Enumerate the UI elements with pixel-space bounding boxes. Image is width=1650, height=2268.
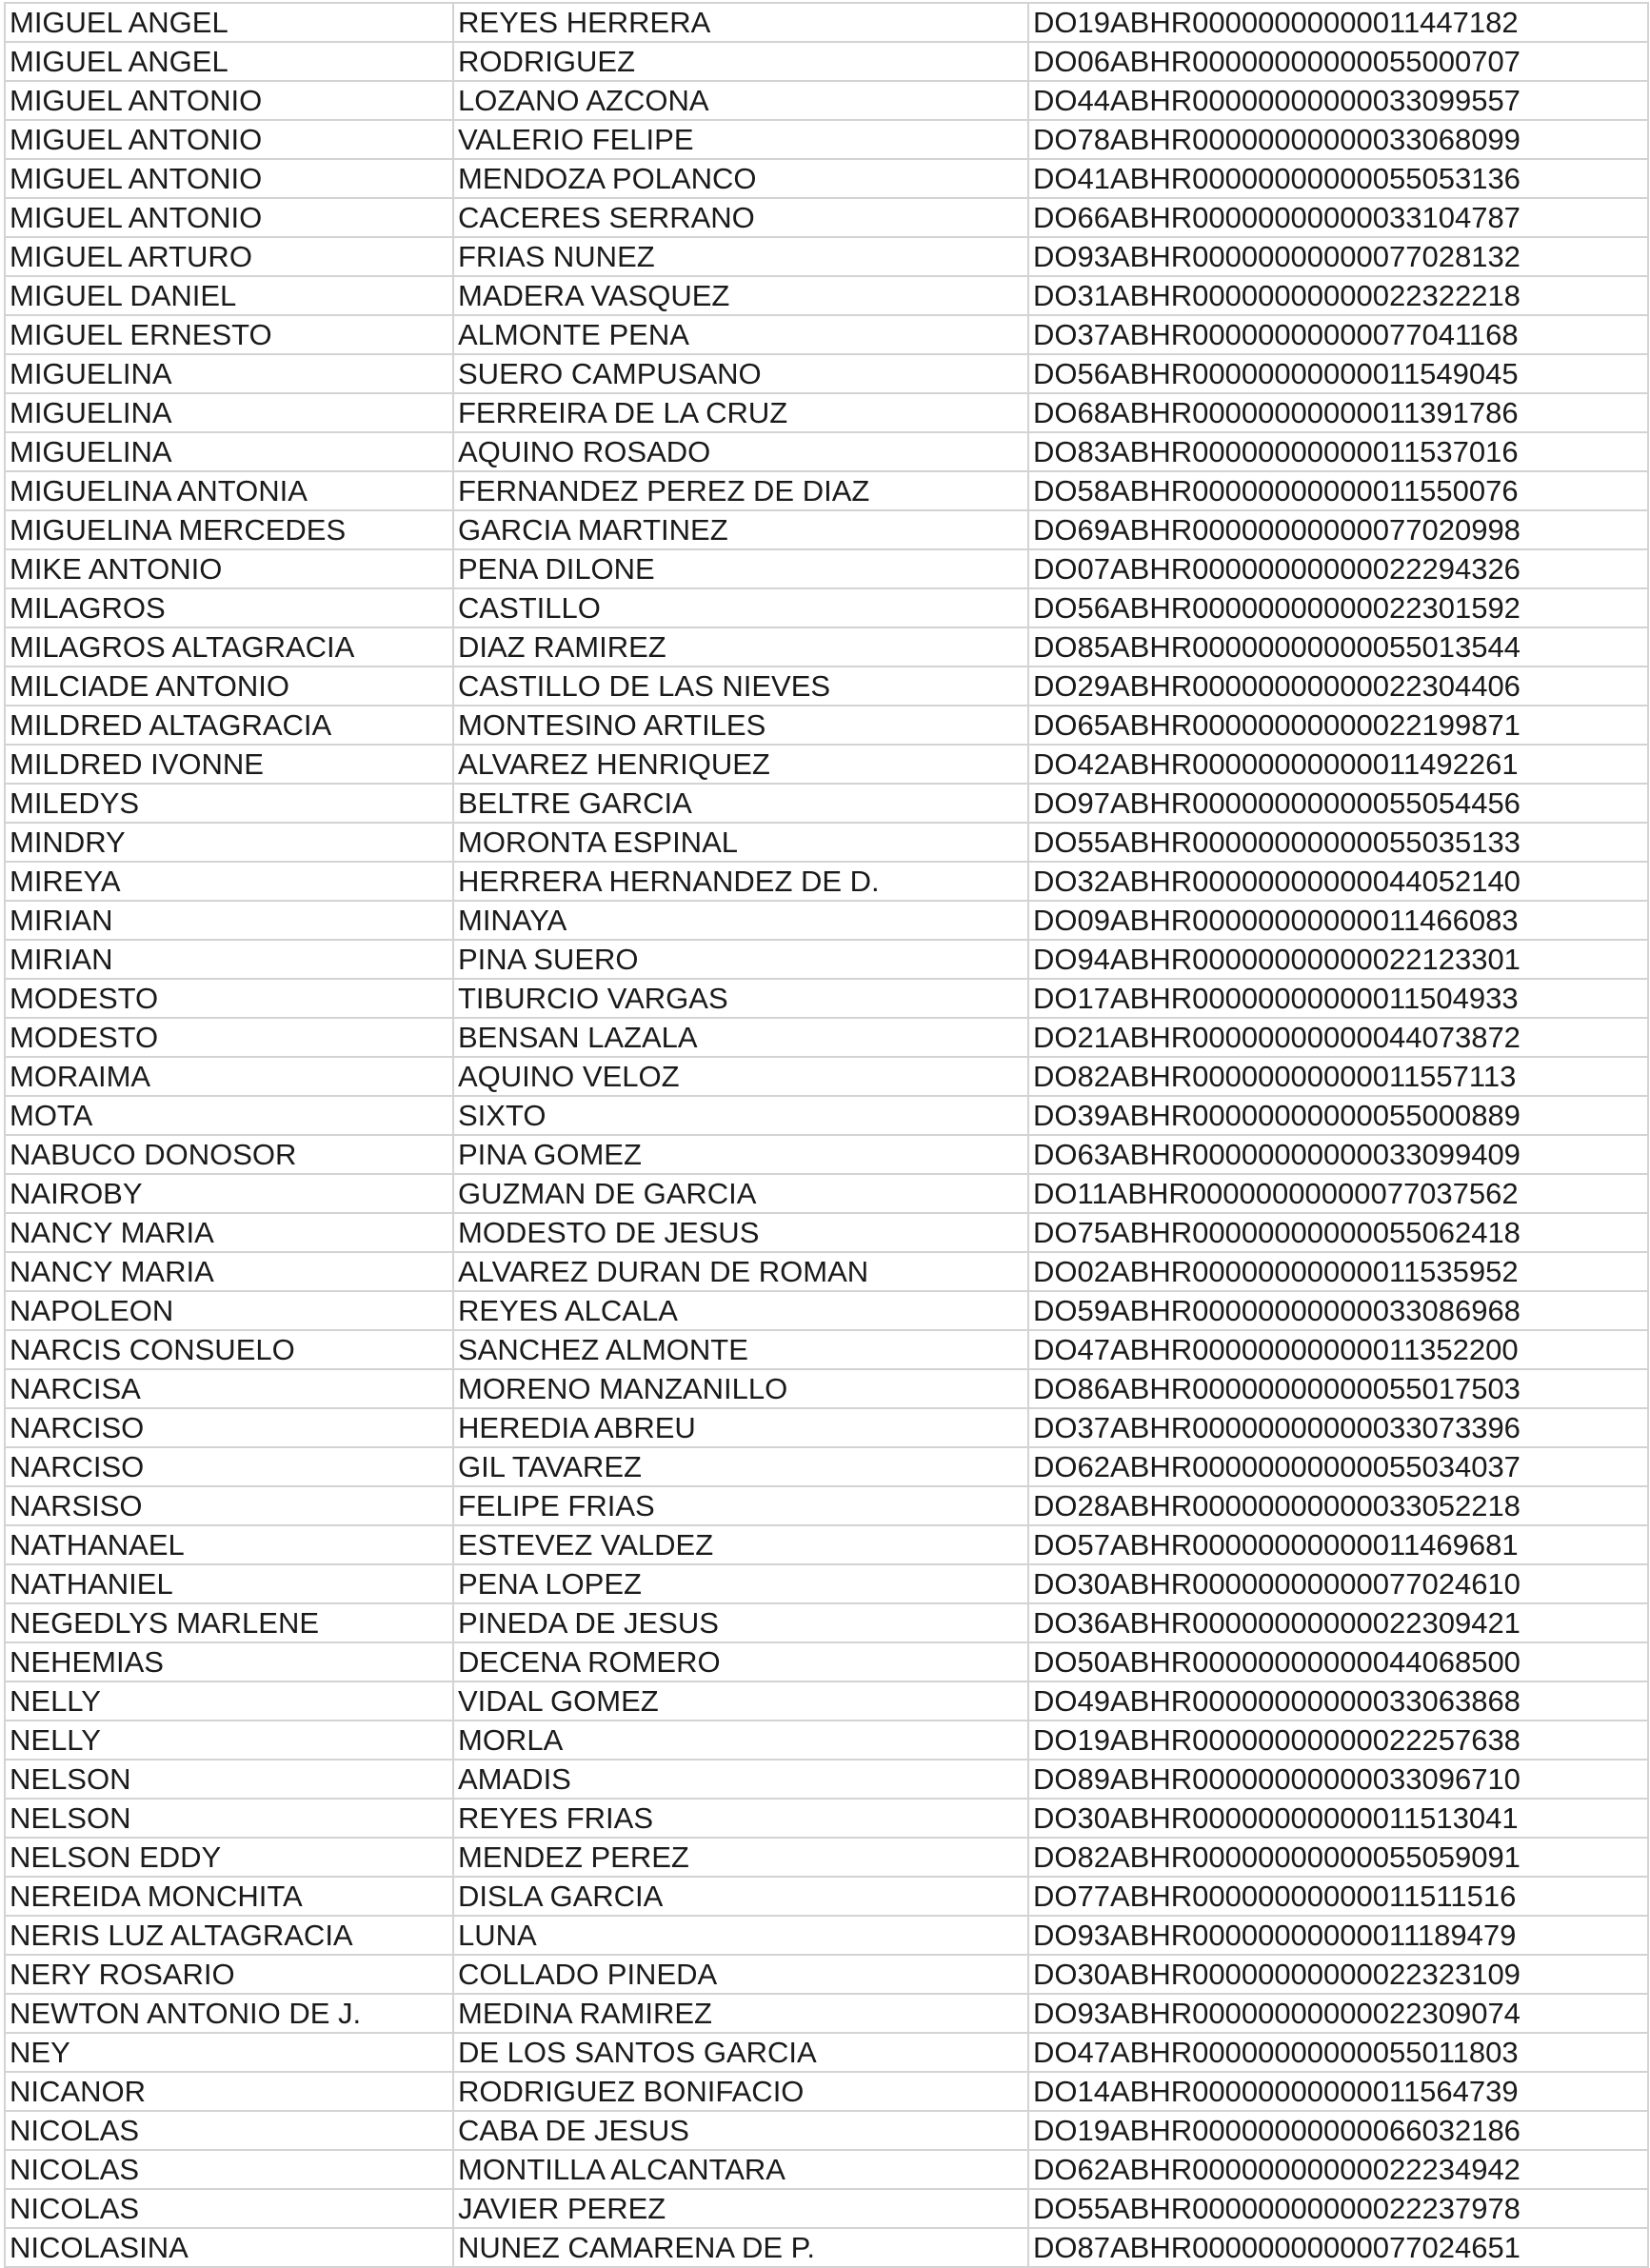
table-row xyxy=(5,979,1648,1018)
account-number-cell: DO75ABHR00000000000055062418 xyxy=(1028,1213,1648,1252)
account-number-cell: DO89ABHR00000000000033096710 xyxy=(1028,1760,1648,1799)
first-name-cell: MILEDYS xyxy=(5,784,453,823)
table-row xyxy=(5,1564,1648,1603)
last-name-cell: FERREIRA DE LA CRUZ xyxy=(453,393,1028,432)
first-name-cell: NICOLAS xyxy=(5,2111,453,2150)
account-number-cell: DO85ABHR00000000000055013544 xyxy=(1028,627,1648,666)
last-name-cell: PINA SUERO xyxy=(453,940,1028,979)
first-name-cell: NAPOLEON xyxy=(5,1291,453,1330)
last-name-cell: NUNEZ CAMARENA DE P. xyxy=(453,2228,1028,2267)
first-name-cell: NELSON EDDY xyxy=(5,1838,453,1877)
last-name-cell: AQUINO VELOZ xyxy=(453,1057,1028,1096)
account-number-cell: DO69ABHR00000000000077020998 xyxy=(1028,510,1648,549)
last-name-cell: REYES ALCALA xyxy=(453,1291,1028,1330)
table-row xyxy=(5,1955,1648,1994)
account-number-cell: DO93ABHR00000000000022309074 xyxy=(1028,1994,1648,2033)
first-name-cell: MIGUEL DANIEL xyxy=(5,276,453,315)
table-row xyxy=(5,159,1648,198)
first-name-cell: NICANOR xyxy=(5,2072,453,2111)
last-name-cell: FERNANDEZ PEREZ DE DIAZ xyxy=(453,471,1028,510)
first-name-cell: NEY xyxy=(5,2033,453,2072)
table-row xyxy=(5,1681,1648,1721)
last-name-cell: HEREDIA ABREU xyxy=(453,1408,1028,1447)
account-number-cell: DO39ABHR00000000000055000889 xyxy=(1028,1096,1648,1135)
table-row xyxy=(5,1603,1648,1642)
last-name-cell: CASTILLO DE LAS NIEVES xyxy=(453,666,1028,706)
last-name-cell: LUNA xyxy=(453,1916,1028,1955)
table-row xyxy=(5,1721,1648,1760)
table-row xyxy=(5,2228,1648,2267)
first-name-cell: NELSON xyxy=(5,1760,453,1799)
table-row xyxy=(5,588,1648,627)
first-name-cell: MIGUELINA ANTONIA xyxy=(5,471,453,510)
table-row xyxy=(5,354,1648,393)
first-name-cell: NICOLASINA xyxy=(5,2228,453,2267)
last-name-cell: ALMONTE PENA xyxy=(453,315,1028,354)
table-row xyxy=(5,2111,1648,2150)
first-name-cell: NERIS LUZ ALTAGRACIA xyxy=(5,1916,453,1955)
account-number-cell: DO59ABHR00000000000033086968 xyxy=(1028,1291,1648,1330)
first-name-cell: NICOLAS xyxy=(5,2189,453,2228)
last-name-cell: ALVAREZ DURAN DE ROMAN xyxy=(453,1252,1028,1291)
first-name-cell: MIGUELINA xyxy=(5,432,453,471)
account-number-cell: DO62ABHR00000000000055034037 xyxy=(1028,1447,1648,1486)
first-name-cell: MIGUEL ANTONIO xyxy=(5,159,453,198)
account-number-cell: DO14ABHR00000000000011564739 xyxy=(1028,2072,1648,2111)
last-name-cell: VIDAL GOMEZ xyxy=(453,1681,1028,1721)
first-name-cell: MILDRED IVONNE xyxy=(5,745,453,784)
data-table xyxy=(4,2,1649,2268)
table-row xyxy=(5,1877,1648,1916)
last-name-cell: BENSAN LAZALA xyxy=(453,1018,1028,1057)
first-name-cell: MILCIADE ANTONIO xyxy=(5,666,453,706)
last-name-cell: DECENA ROMERO xyxy=(453,1642,1028,1681)
first-name-cell: MIGUELINA xyxy=(5,393,453,432)
last-name-cell: MEDINA RAMIREZ xyxy=(453,1994,1028,2033)
table-row xyxy=(5,1213,1648,1252)
account-number-cell: DO09ABHR00000000000011466083 xyxy=(1028,901,1648,940)
account-number-cell: DO06ABHR00000000000055000707 xyxy=(1028,42,1648,81)
first-name-cell: MILAGROS ALTAGRACIA xyxy=(5,627,453,666)
last-name-cell: GUZMAN DE GARCIA xyxy=(453,1174,1028,1213)
account-number-cell: DO37ABHR00000000000033073396 xyxy=(1028,1408,1648,1447)
account-number-cell: DO02ABHR00000000000011535952 xyxy=(1028,1252,1648,1291)
last-name-cell: MENDEZ PEREZ xyxy=(453,1838,1028,1877)
table-row xyxy=(5,666,1648,706)
last-name-cell: SANCHEZ ALMONTE xyxy=(453,1330,1028,1369)
first-name-cell: NAIROBY xyxy=(5,1174,453,1213)
first-name-cell: MILAGROS xyxy=(5,588,453,627)
account-number-cell: DO55ABHR00000000000055035133 xyxy=(1028,823,1648,862)
table-row xyxy=(5,393,1648,432)
table-row xyxy=(5,1096,1648,1135)
first-name-cell: NEHEMIAS xyxy=(5,1642,453,1681)
first-name-cell: NARCISO xyxy=(5,1408,453,1447)
account-number-cell: DO47ABHR00000000000011352200 xyxy=(1028,1330,1648,1369)
account-number-cell: DO30ABHR00000000000011513041 xyxy=(1028,1799,1648,1838)
first-name-cell: NEGEDLYS MARLENE xyxy=(5,1603,453,1642)
account-number-cell: DO62ABHR00000000000022234942 xyxy=(1028,2150,1648,2189)
account-number-cell: DO11ABHR00000000000077037562 xyxy=(1028,1174,1648,1213)
account-number-cell: DO68ABHR00000000000011391786 xyxy=(1028,393,1648,432)
account-number-cell: DO97ABHR00000000000055054456 xyxy=(1028,784,1648,823)
first-name-cell: MODESTO xyxy=(5,1018,453,1057)
account-number-cell: DO28ABHR00000000000033052218 xyxy=(1028,1486,1648,1525)
last-name-cell: REYES FRIAS xyxy=(453,1799,1028,1838)
account-number-cell: DO37ABHR00000000000077041168 xyxy=(1028,315,1648,354)
account-number-cell: DO58ABHR00000000000011550076 xyxy=(1028,471,1648,510)
table-row xyxy=(5,1135,1648,1174)
last-name-cell: RODRIGUEZ xyxy=(453,42,1028,81)
table-row xyxy=(5,1916,1648,1955)
account-number-cell: DO31ABHR00000000000022322218 xyxy=(1028,276,1648,315)
last-name-cell: LOZANO AZCONA xyxy=(453,81,1028,120)
table-row xyxy=(5,81,1648,120)
table-row xyxy=(5,1838,1648,1877)
first-name-cell: MORAIMA xyxy=(5,1057,453,1096)
account-number-cell: DO50ABHR00000000000044068500 xyxy=(1028,1642,1648,1681)
last-name-cell: ESTEVEZ VALDEZ xyxy=(453,1525,1028,1564)
last-name-cell: SUERO CAMPUSANO xyxy=(453,354,1028,393)
table-row xyxy=(5,42,1648,81)
last-name-cell: MORONTA ESPINAL xyxy=(453,823,1028,862)
account-number-cell: DO47ABHR00000000000055011803 xyxy=(1028,2033,1648,2072)
first-name-cell: NATHANIEL xyxy=(5,1564,453,1603)
first-name-cell: MIREYA xyxy=(5,862,453,901)
table-row xyxy=(5,276,1648,315)
table-row xyxy=(5,1057,1648,1096)
last-name-cell: JAVIER PEREZ xyxy=(453,2189,1028,2228)
last-name-cell: PENA DILONE xyxy=(453,549,1028,588)
first-name-cell: MOTA xyxy=(5,1096,453,1135)
table-row xyxy=(5,1447,1648,1486)
first-name-cell: NEWTON ANTONIO DE J. xyxy=(5,1994,453,2033)
account-number-cell: DO42ABHR00000000000011492261 xyxy=(1028,745,1648,784)
account-number-cell: DO82ABHR00000000000055059091 xyxy=(1028,1838,1648,1877)
first-name-cell: NARSISO xyxy=(5,1486,453,1525)
table-row xyxy=(5,745,1648,784)
account-number-cell: DO19ABHR00000000000022257638 xyxy=(1028,1721,1648,1760)
table-row xyxy=(5,2033,1648,2072)
account-number-cell: DO55ABHR00000000000022237978 xyxy=(1028,2189,1648,2228)
last-name-cell: BELTRE GARCIA xyxy=(453,784,1028,823)
account-number-cell: DO93ABHR00000000000011189479 xyxy=(1028,1916,1648,1955)
last-name-cell: MONTESINO ARTILES xyxy=(453,706,1028,745)
last-name-cell: RODRIGUEZ BONIFACIO xyxy=(453,2072,1028,2111)
first-name-cell: NELLY xyxy=(5,1721,453,1760)
table-row xyxy=(5,1291,1648,1330)
last-name-cell: DIAZ RAMIREZ xyxy=(453,627,1028,666)
table-row xyxy=(5,510,1648,549)
first-name-cell: MILDRED ALTAGRACIA xyxy=(5,706,453,745)
account-number-cell: DO19ABHR00000000000066032186 xyxy=(1028,2111,1648,2150)
last-name-cell: PINA GOMEZ xyxy=(453,1135,1028,1174)
table-row xyxy=(5,1174,1648,1213)
table-row xyxy=(5,1799,1648,1838)
table-row xyxy=(5,1252,1648,1291)
first-name-cell: NABUCO DONOSOR xyxy=(5,1135,453,1174)
table-row xyxy=(5,432,1648,471)
first-name-cell: MIRIAN xyxy=(5,940,453,979)
account-number-cell: DO41ABHR00000000000055053136 xyxy=(1028,159,1648,198)
table-body xyxy=(5,3,1648,2267)
last-name-cell: MADERA VASQUEZ xyxy=(453,276,1028,315)
account-number-cell: DO32ABHR00000000000044052140 xyxy=(1028,862,1648,901)
first-name-cell: MIRIAN xyxy=(5,901,453,940)
account-number-cell: DO86ABHR00000000000055017503 xyxy=(1028,1369,1648,1408)
first-name-cell: MIGUEL ANTONIO xyxy=(5,120,453,159)
account-number-cell: DO82ABHR00000000000011557113 xyxy=(1028,1057,1648,1096)
first-name-cell: NARCIS CONSUELO xyxy=(5,1330,453,1369)
account-number-cell: DO56ABHR00000000000011549045 xyxy=(1028,354,1648,393)
last-name-cell: REYES HERRERA xyxy=(453,3,1028,42)
table-row xyxy=(5,315,1648,354)
first-name-cell: MODESTO xyxy=(5,979,453,1018)
first-name-cell: NARCISO xyxy=(5,1447,453,1486)
last-name-cell: CASTILLO xyxy=(453,588,1028,627)
table-row xyxy=(5,1760,1648,1799)
table-row xyxy=(5,1408,1648,1447)
table-row xyxy=(5,862,1648,901)
first-name-cell: NELLY xyxy=(5,1681,453,1721)
account-number-cell: DO94ABHR00000000000022123301 xyxy=(1028,940,1648,979)
first-name-cell: MIGUEL ANGEL xyxy=(5,42,453,81)
account-number-cell: DO30ABHR00000000000022323109 xyxy=(1028,1955,1648,1994)
table-row xyxy=(5,2072,1648,2111)
table-row xyxy=(5,1486,1648,1525)
first-name-cell: NELSON xyxy=(5,1799,453,1838)
account-number-cell: DO78ABHR00000000000033068099 xyxy=(1028,120,1648,159)
table-row xyxy=(5,823,1648,862)
table-row xyxy=(5,1330,1648,1369)
first-name-cell: NARCISA xyxy=(5,1369,453,1408)
first-name-cell: NICOLAS xyxy=(5,2150,453,2189)
first-name-cell: MIGUELINA MERCEDES xyxy=(5,510,453,549)
first-name-cell: NANCY MARIA xyxy=(5,1213,453,1252)
account-number-cell: DO30ABHR00000000000077024610 xyxy=(1028,1564,1648,1603)
first-name-cell: MINDRY xyxy=(5,823,453,862)
first-name-cell: NATHANAEL xyxy=(5,1525,453,1564)
table-row xyxy=(5,1018,1648,1057)
last-name-cell: GARCIA MARTINEZ xyxy=(453,510,1028,549)
table-row xyxy=(5,784,1648,823)
table-row xyxy=(5,237,1648,276)
table-row xyxy=(5,549,1648,588)
first-name-cell: MIGUEL ANGEL xyxy=(5,3,453,42)
account-number-cell: DO83ABHR00000000000011537016 xyxy=(1028,432,1648,471)
account-number-cell: DO93ABHR00000000000077028132 xyxy=(1028,237,1648,276)
last-name-cell: MONTILLA ALCANTARA xyxy=(453,2150,1028,2189)
account-number-cell: DO19ABHR00000000000011447182 xyxy=(1028,3,1648,42)
account-number-cell: DO29ABHR00000000000022304406 xyxy=(1028,666,1648,706)
last-name-cell: MINAYA xyxy=(453,901,1028,940)
table-row xyxy=(5,1369,1648,1408)
last-name-cell: FRIAS NUNEZ xyxy=(453,237,1028,276)
last-name-cell: GIL TAVAREZ xyxy=(453,1447,1028,1486)
table-row xyxy=(5,2189,1648,2228)
account-number-cell: DO66ABHR00000000000033104787 xyxy=(1028,198,1648,237)
table-row xyxy=(5,1994,1648,2033)
table-row xyxy=(5,3,1648,42)
account-number-cell: DO77ABHR00000000000011511516 xyxy=(1028,1877,1648,1916)
account-number-cell: DO49ABHR00000000000033063868 xyxy=(1028,1681,1648,1721)
last-name-cell: TIBURCIO VARGAS xyxy=(453,979,1028,1018)
table-row xyxy=(5,1642,1648,1681)
last-name-cell: MODESTO DE JESUS xyxy=(453,1213,1028,1252)
first-name-cell: MIKE ANTONIO xyxy=(5,549,453,588)
last-name-cell: AQUINO ROSADO xyxy=(453,432,1028,471)
last-name-cell: SIXTO xyxy=(453,1096,1028,1135)
table-row xyxy=(5,471,1648,510)
last-name-cell: CACERES SERRANO xyxy=(453,198,1028,237)
table-row xyxy=(5,706,1648,745)
table-row xyxy=(5,627,1648,666)
account-number-cell: DO63ABHR00000000000033099409 xyxy=(1028,1135,1648,1174)
last-name-cell: MORENO MANZANILLO xyxy=(453,1369,1028,1408)
first-name-cell: NERY ROSARIO xyxy=(5,1955,453,1994)
last-name-cell: ALVAREZ HENRIQUEZ xyxy=(453,745,1028,784)
first-name-cell: MIGUELINA xyxy=(5,354,453,393)
last-name-cell: COLLADO PINEDA xyxy=(453,1955,1028,1994)
last-name-cell: HERRERA HERNANDEZ DE D. xyxy=(453,862,1028,901)
account-number-cell: DO44ABHR00000000000033099557 xyxy=(1028,81,1648,120)
table-row xyxy=(5,2150,1648,2189)
account-number-cell: DO21ABHR00000000000044073872 xyxy=(1028,1018,1648,1057)
last-name-cell: PINEDA DE JESUS xyxy=(453,1603,1028,1642)
first-name-cell: MIGUEL ERNESTO xyxy=(5,315,453,354)
account-number-cell: DO57ABHR00000000000011469681 xyxy=(1028,1525,1648,1564)
table-row xyxy=(5,901,1648,940)
first-name-cell: NEREIDA MONCHITA xyxy=(5,1877,453,1916)
table-row xyxy=(5,198,1648,237)
account-number-cell: DO65ABHR00000000000022199871 xyxy=(1028,706,1648,745)
first-name-cell: MIGUEL ANTONIO xyxy=(5,198,453,237)
last-name-cell: DE LOS SANTOS GARCIA xyxy=(453,2033,1028,2072)
account-number-cell: DO56ABHR00000000000022301592 xyxy=(1028,588,1648,627)
last-name-cell: DISLA GARCIA xyxy=(453,1877,1028,1916)
first-name-cell: MIGUEL ANTONIO xyxy=(5,81,453,120)
table-row xyxy=(5,120,1648,159)
table-row xyxy=(5,940,1648,979)
account-number-cell: DO17ABHR00000000000011504933 xyxy=(1028,979,1648,1018)
last-name-cell: MORLA xyxy=(453,1721,1028,1760)
last-name-cell: VALERIO FELIPE xyxy=(453,120,1028,159)
last-name-cell: CABA DE JESUS xyxy=(453,2111,1028,2150)
last-name-cell: MENDOZA POLANCO xyxy=(453,159,1028,198)
table-row xyxy=(5,1525,1648,1564)
account-number-cell: DO36ABHR00000000000022309421 xyxy=(1028,1603,1648,1642)
first-name-cell: MIGUEL ARTURO xyxy=(5,237,453,276)
last-name-cell: PENA LOPEZ xyxy=(453,1564,1028,1603)
first-name-cell: NANCY MARIA xyxy=(5,1252,453,1291)
account-number-cell: DO07ABHR00000000000022294326 xyxy=(1028,549,1648,588)
last-name-cell: FELIPE FRIAS xyxy=(453,1486,1028,1525)
account-number-cell: DO87ABHR00000000000077024651 xyxy=(1028,2228,1648,2267)
last-name-cell: AMADIS xyxy=(453,1760,1028,1799)
